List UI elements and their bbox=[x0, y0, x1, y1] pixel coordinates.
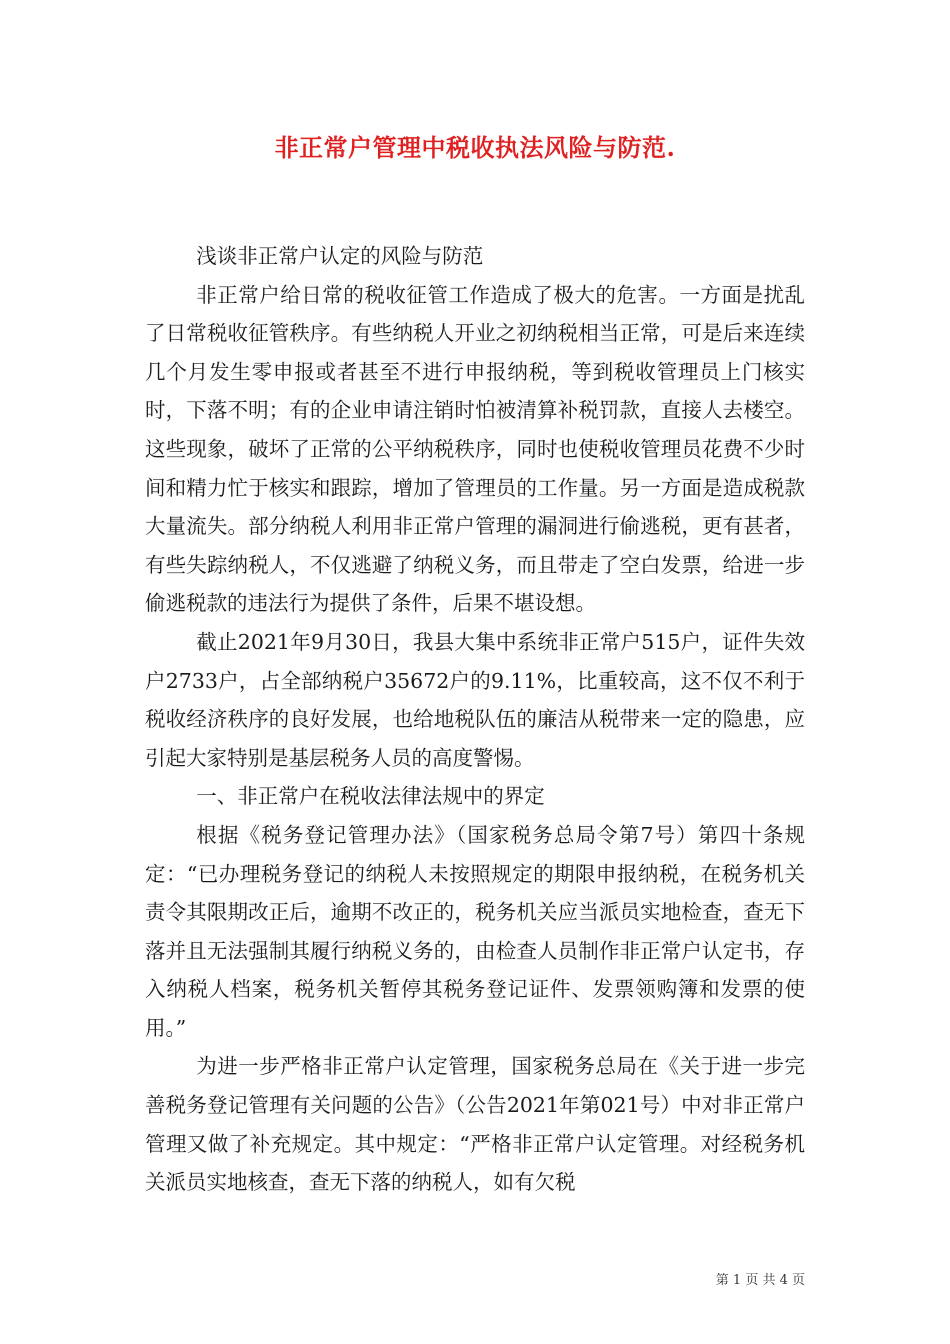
page-number: 第 1 页 共 4 页 bbox=[715, 1273, 805, 1288]
paragraph: 非正常户给日常的税收征管工作造成了极大的危害。一方面是扰乱了日常税收征管秩序。有些纳税人开业之初纳税相当正常，可是后来连续几个月发生零申报或者甚至不进行申报纳税，等到税收管理员上门核实时，下落不明；有的企业申请注销时怕被清算补税罚款，直接人去楼空。这些现象，破坏了正常的公平纳税秩序，同时也使税收管理员花费不少时间和精力忙于核实和跟踪，增加了管理员的工作量。另一方面是造成税款大量流失。部分纳税人利用非正常户管理的漏洞进行偷逃税，更有甚者，有些失踪纳税人，不仅逃避了纳税义务，而且带走了空白发票，给进一步偷逃税款的违法行为提供了条件，后果不堪设想。 bbox=[145, 282, 805, 616]
document-title: 非正常户管理中税收执法风险与防范. bbox=[274, 133, 676, 162]
paragraph-subtitle: 浅谈非正常户认定的风险与防范 bbox=[196, 244, 484, 268]
document-body bbox=[145, 237, 805, 1202]
paragraph: 截止2021年9月30日，我县大集中系统非正常户515户，证件失效户2733户，占全部纳税户35672户的9.11%，比重较高，这不仅不利于税收经济秩序的良好发展，也给地税队伍的廉洁从税带来一定的隐患，应引起大家特别是基层税务人员的高度警惕。 bbox=[145, 629, 805, 770]
paragraph: 根据《税务登记管理办法》（国家税务总局令第7号）第四十条规定：“已办理税务登记的纳税人未按照规定的期限申报纳税，在税务机关责令其限期改正后，逾期不改正的，税务机关应当派员实地检查，查无下落并且无法强制其履行纳税义务的，由检查人员制作非正常户认定书，存入纳税人档案，税务机关暂停其税务登记证件、发票领购簿和发票的使用。” bbox=[145, 822, 805, 1040]
section-heading: 一、非正常户在税收法律法规中的界定 bbox=[196, 784, 545, 809]
paragraph: 为进一步严格非正常户认定管理，国家税务总局在《关于进一步完善税务登记管理有关问题的公告》（公告2021年第021号）中对非正常户管理又做了补充规定。其中规定：“严格非正常户认定管理。对经税务机关派员实地核查，查无下落的纳税人，如有欠税 bbox=[145, 1054, 805, 1195]
